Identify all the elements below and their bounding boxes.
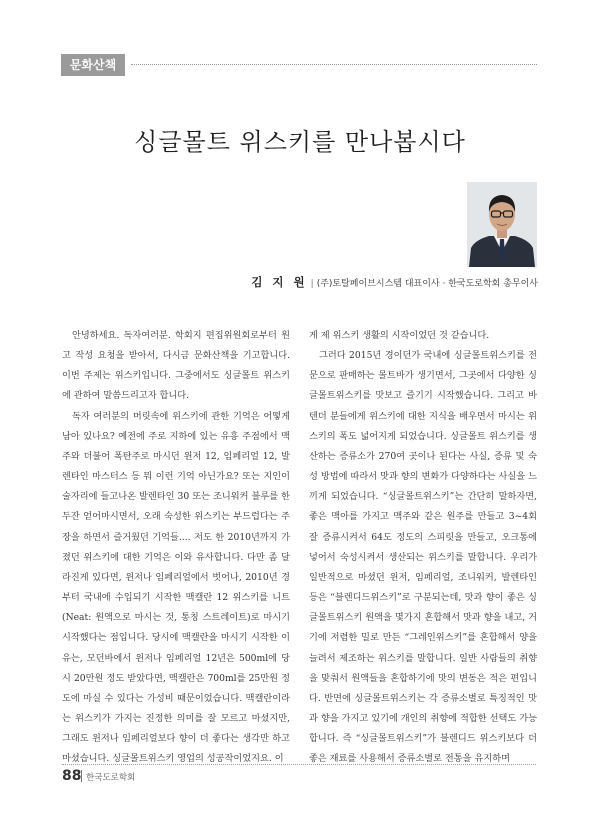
paragraph: 안녕하세요. 독자여러분. 학회지 편집위원회로부터 원고 작성 요청을 받아서, 다시금 문화산책을 기고합니다. 이번 주제는 위스키입니다. 그중에서도 싱글몰트 위스키에 관하여 말씀드리고자 합니다. <box>62 330 290 402</box>
author-portrait-icon <box>467 182 537 267</box>
paragraph: 게 제 위스키 생활의 시작이었던 것 같습니다. <box>309 330 490 341</box>
article-column-right <box>309 326 537 769</box>
paragraph: 그러다 2015년 경이던가 국내에 싱글몰트위스키를 전문으로 판매하는 몰트바가 생기면서, 그곳에서 다양한 싱글몰트위스키를 맛보고 즐기기 시작했습니다. 그리고 바텐더 분들에게 위스키에 대한 지식을 배우면서 마시는 위스키의 폭도 넓어지게 되었습니다. 싱글몰트 위스키를 생산하는 증류소가 270여 곳이나 된다는 사실, 증류 및 숙성 방법에 따라서 맛과 향의 변화가 다양하다는 사실을 느끼게 되었습니다. “싱글몰트위스키”는 간단히 말하자면, 좋은 맥아를 가지고 맥주와 같은 원주를 만들고 3~4회 잘 증류시켜서 64도 정도의 스피릿을 만들고, 오크통에 넣어서 숙성시켜서 생산되는 위스키를 말합니다. 우리가 일반적으로 마셨던 윈저, 임페리얼, 조니워커, 발렌타인 등은 “블렌디드위스키”로 구분되는데, 맛과 향이 좋은 싱글몰트위스키 원액을 몇가지 혼합해서 맛과 향을 내고, 거기에 저렴한 밀로 만든 “그레인위스키”를 혼합해서 양을 늘려서 제조하는 위스키를 말합니다. 일반 사람들의 취향을 맞춰서 원액들을 혼합하기에 맛의 변동은 적은 편입니다. 반면에 싱글몰트위스키는 각 증류소별로 특징적인 맛과 향을 가지고 있기에 개인의 취향에 적합한 선택도 가능합니다. 즉 “싱글몰트위스키”가 블렌디드 위스키보다 더 좋은 재료를 사용해서 증류소별로 전통을 유지하며 <box>309 350 537 765</box>
footer-separator <box>81 770 82 782</box>
byline-separator: | <box>310 279 314 289</box>
publication-name: 한국도로학회 <box>86 773 136 783</box>
article-column-left <box>62 326 290 769</box>
author-name: 김 지 원 <box>251 275 308 289</box>
paragraph: 독자 여러분의 머릿속에 위스키에 관한 기억은 어떻게 남아 있나요? 예전에 주로 지하에 있는 유흥 주점에서 맥주와 더불어 폭탄주로 마시던 윈저 12, 임페리얼 12, 발렌타인 마스터스 등 뭐 이런 기억 아닌가요? 또는 지인이 술자리에 들고나온 발렌타인 30 또는 조니워커 블루를 한두잔 얻어마시면서, 오래 숙성한 위스키는 부드럽다는 주장을 하면서 즐거웠던 기억들.... 저도 한 2010년까지 가졌던 위스키에 대한 기억은 이와 유사합니다. 다만 좀 달라진게 있다면, 윈저나 임페리얼에서 벗어나, 2010년 경부터 국내에 수입되기 시작한 맥캘란 12 위스키를 니트(Neat: 원액으로 마시는 것, 통칭 스트레이트)로 마시기 시작했다는 점입니다. 당시에 맥캘란을 마시기 시작한 이유는, 모던바에서 윈저나 임페리얼 12년은 500ml에 당시 20만원 정도 받았다면, 맥캘란은 700ml를 25만원 정도에 마실 수 있다는 가성비 때문이었습니다. 맥캘란이라는 위스키가 가지는 진정한 의미를 잘 모르고 마셨지만, 그래도 윈저나 임페리얼보다 향이 더 좋다는 생각만 하고 마셨습니다. 싱글몰트위스키 영업의 성공작이었지요. 이 <box>62 410 290 765</box>
author-photo <box>467 182 537 267</box>
article-title: 싱글몰트 위스키를 만나봅시다 <box>134 128 466 156</box>
header-divider <box>131 64 537 65</box>
author-byline <box>251 274 538 290</box>
page-number: 88 <box>62 768 82 784</box>
section-label: 문화산책 <box>61 54 125 76</box>
footer-divider <box>62 764 536 765</box>
author-affiliation: (주)토탈페이브시스템 대표이사 · 한국도로학회 총무이사 <box>316 279 538 289</box>
